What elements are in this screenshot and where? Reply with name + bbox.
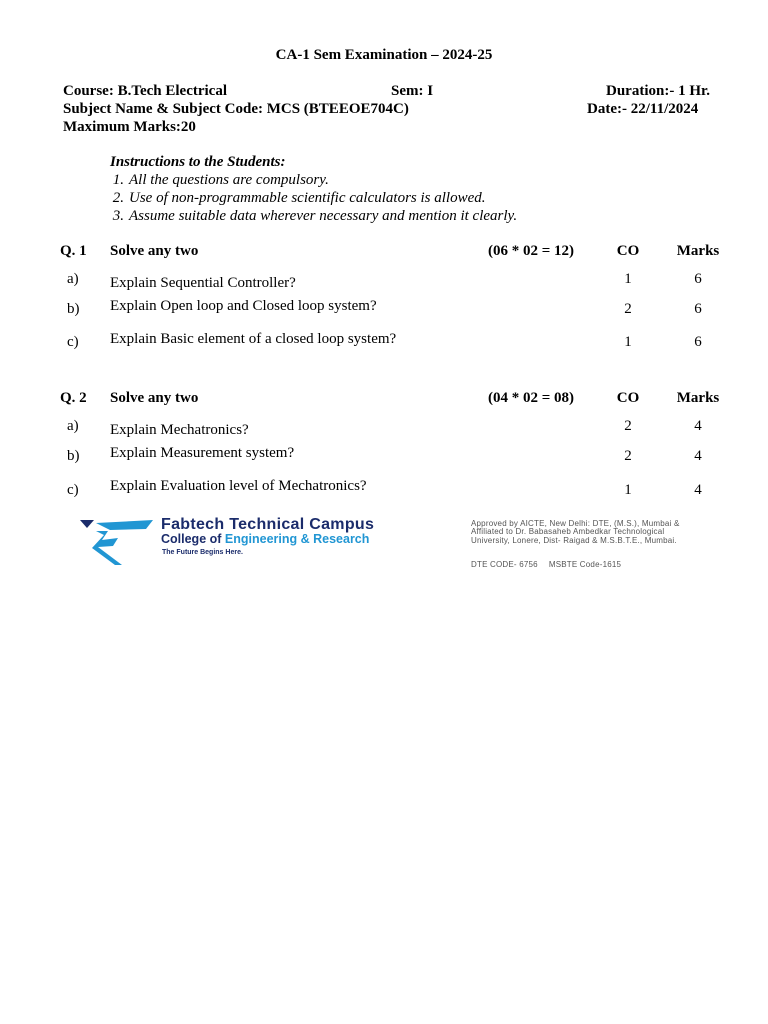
marks-value: 4 [694, 418, 702, 434]
institute-codes [471, 560, 621, 569]
question-label: b) [67, 301, 80, 317]
question-heading: Solve any two [110, 243, 199, 259]
dte-code: DTE CODE- 6756 [471, 560, 538, 569]
question-text: Explain Mechatronics? [110, 422, 249, 438]
question-label: b) [67, 448, 80, 464]
question-text: Explain Open loop and Closed loop system? [110, 298, 377, 314]
marks-formula: (04 * 02 = 08) [488, 390, 575, 406]
co-value: 1 [624, 271, 632, 287]
question-text: Explain Sequential Controller? [110, 275, 296, 291]
college-prefix: College of [161, 532, 222, 546]
question-label: c) [67, 482, 79, 498]
max-marks-label: Maximum Marks:20 [63, 119, 196, 135]
instruction-number: 3. [112, 208, 124, 224]
instruction-item [104, 190, 486, 207]
marks-value: 6 [694, 271, 702, 287]
question-number: Q. 2 [60, 390, 87, 406]
msbte-code: MSBTE Code-1615 [548, 560, 622, 569]
instructions-heading: Instructions to the Students: [110, 154, 286, 170]
co-value: 2 [624, 301, 632, 317]
marks-formula: (06 * 02 = 12) [488, 243, 575, 259]
instruction-text: Use of non-programmable scientific calculators is allowed. [129, 190, 486, 206]
co-header: CO [616, 390, 640, 406]
logo-triangle [80, 520, 94, 528]
campus-name: Fabtech Technical Campus [161, 516, 375, 533]
sem-label: Sem: I [391, 83, 434, 99]
date-label: Date:- 22/11/2024 [587, 101, 699, 117]
instruction-number: 2. [112, 190, 124, 206]
co-value: 2 [624, 448, 632, 464]
duration-label: Duration:- 1 Hr. [606, 83, 711, 99]
co-value: 1 [624, 334, 632, 350]
question-text: Explain Measurement system? [110, 445, 295, 461]
approval-text: Approved by AICTE, New Delhi: DTE, (M.S.), Mumbai & Affiliated to Dr. Babasaheb Ambedkar Technological University, Lonere, Dist- Raigad & M.S.B.T.E., Mumbai. [471, 519, 680, 545]
exam-title: CA-1 Sem Examination – 2024-25 [275, 47, 493, 63]
subject-label: Subject Name & Subject Code: MCS (BTEEOE704C) [63, 101, 409, 117]
marks-value: 4 [694, 482, 702, 498]
instruction-number: 1. [112, 172, 124, 188]
instruction-item [104, 208, 517, 225]
co-header: CO [616, 243, 640, 259]
course-label: Course: B.Tech Electrical [63, 83, 227, 99]
question-label: a) [67, 418, 79, 434]
question-label: a) [67, 271, 79, 287]
marks-value: 6 [694, 301, 702, 317]
tagline: The Future Begins Here. [162, 549, 243, 556]
logo-body [92, 531, 122, 565]
college-name [161, 532, 369, 546]
marks-header: Marks [676, 243, 720, 259]
logo-top-bar [96, 520, 153, 530]
question-number: Q. 1 [60, 243, 87, 259]
question-label: c) [67, 334, 79, 350]
co-value: 2 [624, 418, 632, 434]
marks-value: 6 [694, 334, 702, 350]
fabtech-logo-icon [80, 518, 156, 566]
college-accent: Engineering & Research [224, 532, 370, 546]
instruction-text: Assume suitable data wherever necessary and mention it clearly. [129, 208, 518, 224]
marks-header: Marks [676, 390, 720, 406]
question-heading: Solve any two [110, 390, 199, 406]
instruction-item [104, 172, 329, 189]
co-value: 1 [624, 482, 632, 498]
marks-value: 4 [694, 448, 702, 464]
question-text: Explain Evaluation level of Mechatronics? [110, 478, 367, 494]
instruction-text: All the questions are compulsory. [129, 172, 329, 188]
question-text: Explain Basic element of a closed loop system? [110, 331, 397, 347]
